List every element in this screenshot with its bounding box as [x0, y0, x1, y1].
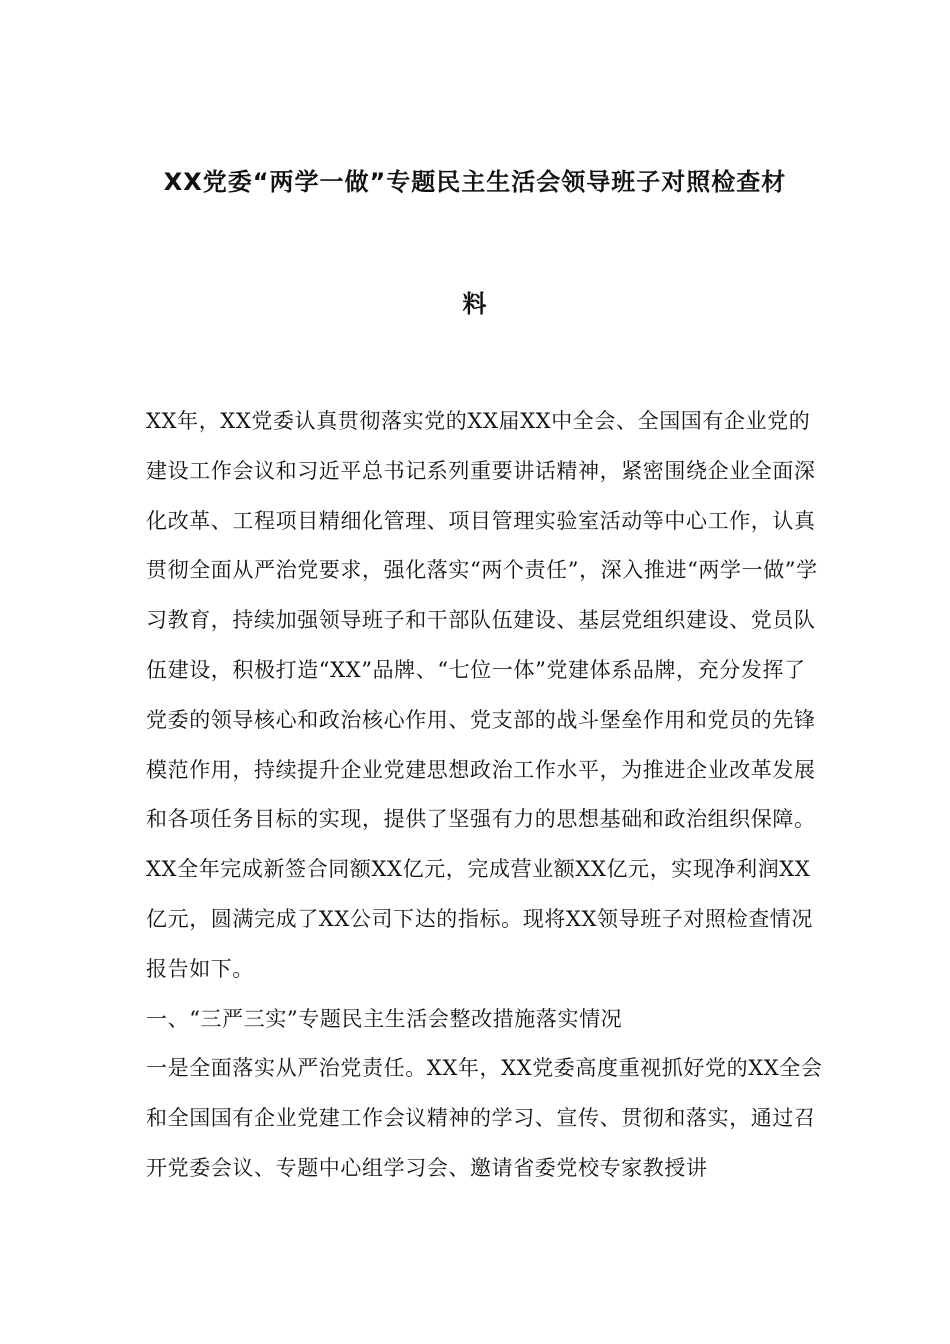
section-heading: 一、“三严三实”专题民主生活会整改措施落实情况	[146, 1006, 623, 1031]
body-paragraph-intro: XX年，XX党委认真贯彻落实党的XX届XX中全会、全国国有企业党的建设工作会议和习近平总书记系列重要讲话精神，紧密围绕企业全面深化改革、工程项目精细化管理、项目管理实验室活动等中心工作，认真贯彻全面从严治党要求，强化落实“两个责任”，深入推进“两学一做”学习教育，持续加强领导班子和干部队伍建设、基层党组织建设、党员队伍建设，积极打造“XX”品牌、“七位一体”党建体系品牌，充分发挥了党委的领导核心和政治核心作用、党支部的战斗堡垒作用和党员的先锋模范作用，持续提升企业党建思想政治工作水平，为推进企业改革发展和各项任务目标的实现，提供了坚强有力的思想基础和政治组织保障。XX全年完成新签合同额XX亿元，完成营业额XX亿元，实现净利润XX亿元，圆满完成了XX公司下达的指标。现将XX领导班子对照检查情况报告如下。	[146, 409, 818, 981]
document-title: XX党委“两学一做”专题民主生活会领导班子对照检查材	[163, 168, 787, 196]
document-body	[146, 397, 826, 1194]
body-paragraph-section1: 一是全面落实从严治党责任。XX年，XX党委高度重视抓好党的XX全会和全国国有企业党建工作会议精神的学习、宣传、贯彻和落实，通过召开党委会议、专题中心组学习会、邀请省委党校专家教授讲	[146, 1056, 823, 1180]
document-title-continued: 料	[462, 290, 488, 318]
